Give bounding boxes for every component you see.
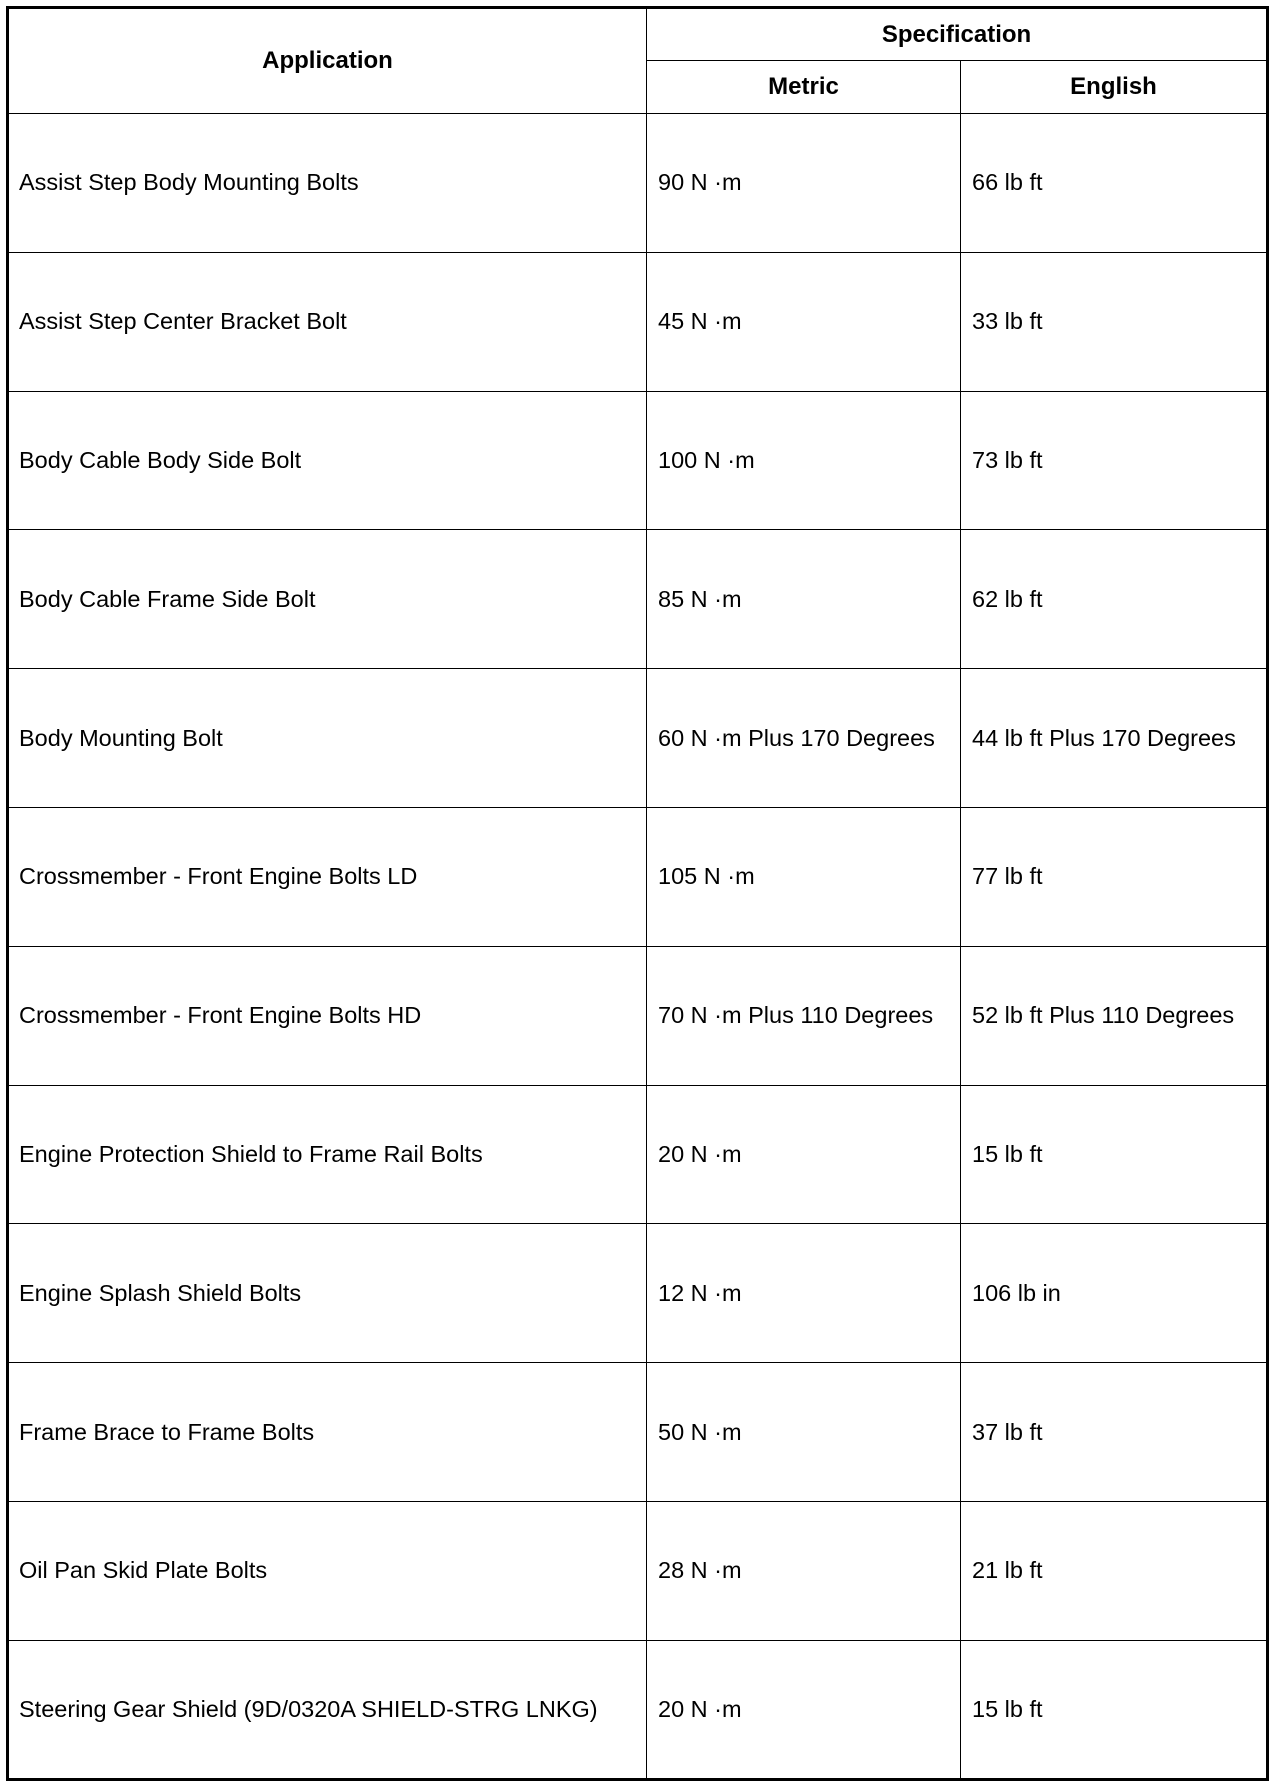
table-row xyxy=(8,1224,1268,1363)
cell-metric: 12 N ·m xyxy=(647,1224,961,1363)
table-row xyxy=(8,530,1268,669)
cell-metric: 85 N ·m xyxy=(647,530,961,669)
cell-english: 37 lb ft xyxy=(961,1363,1268,1502)
cell-english: 15 lb ft xyxy=(961,1640,1268,1779)
cell-metric: 100 N ·m xyxy=(647,391,961,530)
cell-english: 44 lb ft Plus 170 Degrees xyxy=(961,669,1268,808)
cell-application: Assist Step Body Mounting Bolts xyxy=(8,114,647,253)
table-row xyxy=(8,669,1268,808)
cell-english: 73 lb ft xyxy=(961,391,1268,530)
cell-application: Assist Step Center Bracket Bolt xyxy=(8,252,647,391)
torque-spec-table xyxy=(6,6,1269,1781)
table-row xyxy=(8,1640,1268,1779)
cell-application: Engine Splash Shield Bolts xyxy=(8,1224,647,1363)
table-row xyxy=(8,946,1268,1085)
table-header xyxy=(8,8,1268,114)
cell-english: 62 lb ft xyxy=(961,530,1268,669)
cell-application: Crossmember - Front Engine Bolts HD xyxy=(8,946,647,1085)
cell-metric: 60 N ·m Plus 170 Degrees xyxy=(647,669,961,808)
header-row-1 xyxy=(8,8,1268,61)
cell-english: 66 lb ft xyxy=(961,114,1268,253)
header-english: English xyxy=(961,61,1268,114)
header-metric: Metric xyxy=(647,61,961,114)
cell-application: Body Cable Frame Side Bolt xyxy=(8,530,647,669)
table-row xyxy=(8,391,1268,530)
cell-metric: 70 N ·m Plus 110 Degrees xyxy=(647,946,961,1085)
header-application: Application xyxy=(8,8,647,114)
cell-metric: 50 N ·m xyxy=(647,1363,961,1502)
cell-application: Frame Brace to Frame Bolts xyxy=(8,1363,647,1502)
table-body xyxy=(8,114,1268,1780)
cell-metric: 105 N ·m xyxy=(647,807,961,946)
cell-application: Oil Pan Skid Plate Bolts xyxy=(8,1501,647,1640)
cell-english: 106 lb in xyxy=(961,1224,1268,1363)
cell-english: 15 lb ft xyxy=(961,1085,1268,1224)
table-row xyxy=(8,114,1268,253)
cell-application: Steering Gear Shield (9D/0320A SHIELD-STRG LNKG) xyxy=(8,1640,647,1779)
cell-english: 52 lb ft Plus 110 Degrees xyxy=(961,946,1268,1085)
cell-english: 77 lb ft xyxy=(961,807,1268,946)
header-specification: Specification xyxy=(647,8,1268,61)
table-row xyxy=(8,1085,1268,1224)
table-row xyxy=(8,807,1268,946)
cell-metric: 20 N ·m xyxy=(647,1640,961,1779)
cell-application: Body Mounting Bolt xyxy=(8,669,647,808)
table-row xyxy=(8,1363,1268,1502)
cell-english: 33 lb ft xyxy=(961,252,1268,391)
cell-english: 21 lb ft xyxy=(961,1501,1268,1640)
table-row xyxy=(8,1501,1268,1640)
cell-metric: 28 N ·m xyxy=(647,1501,961,1640)
cell-application: Body Cable Body Side Bolt xyxy=(8,391,647,530)
cell-metric: 20 N ·m xyxy=(647,1085,961,1224)
cell-application: Engine Protection Shield to Frame Rail Bolts xyxy=(8,1085,647,1224)
cell-metric: 90 N ·m xyxy=(647,114,961,253)
table-row xyxy=(8,252,1268,391)
cell-metric: 45 N ·m xyxy=(647,252,961,391)
cell-application: Crossmember - Front Engine Bolts LD xyxy=(8,807,647,946)
